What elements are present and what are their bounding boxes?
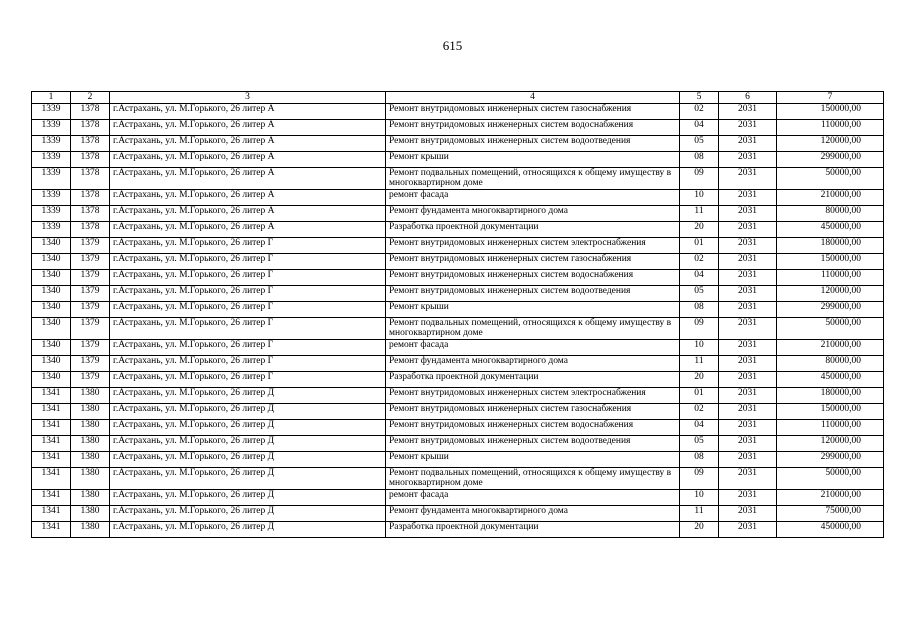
work-type-cell: Ремонт фундамента многоквартирного дома	[386, 205, 680, 221]
table-row	[32, 237, 884, 253]
work-code-cell: 01	[680, 387, 719, 403]
work-type-cell: Разработка проектной документации	[386, 221, 680, 237]
row-number-cell: 1340	[32, 269, 71, 285]
address-cell: г.Астрахань, ул. М.Горького, 26 литер Д	[110, 467, 386, 489]
cost-cell: 75000,00	[777, 505, 884, 521]
cost-cell: 50000,00	[777, 167, 884, 189]
year-cell: 2031	[719, 489, 777, 505]
work-code-cell: 11	[680, 355, 719, 371]
work-type-cell: Ремонт крыши	[386, 151, 680, 167]
work-type-cell: Ремонт внутридомовых инженерных систем водоснабжения	[386, 269, 680, 285]
row-number-cell: 1340	[32, 253, 71, 269]
address-cell: г.Астрахань, ул. М.Горького, 26 литер Г	[110, 371, 386, 387]
work-type-cell: ремонт фасада	[386, 489, 680, 505]
works-table	[31, 91, 884, 538]
cost-cell: 120000,00	[777, 285, 884, 301]
work-code-cell: 20	[680, 221, 719, 237]
work-type-cell: Разработка проектной документации	[386, 371, 680, 387]
work-type-cell: Ремонт внутридомовых инженерных систем газоснабжения	[386, 103, 680, 119]
address-cell: г.Астрахань, ул. М.Горького, 26 литер Д	[110, 403, 386, 419]
table-row	[32, 451, 884, 467]
object-number-cell: 1379	[71, 317, 110, 339]
address-cell: г.Астрахань, ул. М.Горького, 26 литер Д	[110, 505, 386, 521]
cost-cell: 210000,00	[777, 489, 884, 505]
cost-cell: 299000,00	[777, 301, 884, 317]
year-cell: 2031	[719, 371, 777, 387]
row-number-cell: 1339	[32, 151, 71, 167]
table-row	[32, 253, 884, 269]
column-header: 7	[777, 92, 884, 104]
cost-cell: 120000,00	[777, 135, 884, 151]
address-cell: г.Астрахань, ул. М.Горького, 26 литер А	[110, 221, 386, 237]
column-number-row	[32, 92, 884, 104]
year-cell: 2031	[719, 269, 777, 285]
year-cell: 2031	[719, 339, 777, 355]
table-row	[32, 189, 884, 205]
table-row	[32, 505, 884, 521]
address-cell: г.Астрахань, ул. М.Горького, 26 литер А	[110, 119, 386, 135]
row-number-cell: 1340	[32, 285, 71, 301]
object-number-cell: 1380	[71, 403, 110, 419]
address-cell: г.Астрахань, ул. М.Горького, 26 литер Г	[110, 285, 386, 301]
row-number-cell: 1341	[32, 451, 71, 467]
cost-cell: 80000,00	[777, 355, 884, 371]
cost-cell: 210000,00	[777, 189, 884, 205]
object-number-cell: 1380	[71, 489, 110, 505]
work-code-cell: 01	[680, 237, 719, 253]
object-number-cell: 1379	[71, 301, 110, 317]
work-code-cell: 11	[680, 205, 719, 221]
row-number-cell: 1341	[32, 403, 71, 419]
work-code-cell: 10	[680, 489, 719, 505]
work-type-cell: Ремонт внутридомовых инженерных систем водоснабжения	[386, 119, 680, 135]
object-number-cell: 1380	[71, 387, 110, 403]
table-row	[32, 301, 884, 317]
object-number-cell: 1379	[71, 355, 110, 371]
row-number-cell: 1339	[32, 189, 71, 205]
address-cell: г.Астрахань, ул. М.Горького, 26 литер Г	[110, 237, 386, 253]
table-row	[32, 387, 884, 403]
object-number-cell: 1378	[71, 119, 110, 135]
work-code-cell: 02	[680, 103, 719, 119]
address-cell: г.Астрахань, ул. М.Горького, 26 литер Г	[110, 253, 386, 269]
work-type-cell: Ремонт внутридомовых инженерных систем водоотведения	[386, 435, 680, 451]
object-number-cell: 1378	[71, 151, 110, 167]
object-number-cell: 1379	[71, 339, 110, 355]
row-number-cell: 1339	[32, 103, 71, 119]
cost-cell: 150000,00	[777, 253, 884, 269]
address-cell: г.Астрахань, ул. М.Горького, 26 литер Г	[110, 317, 386, 339]
cost-cell: 120000,00	[777, 435, 884, 451]
table-row	[32, 521, 884, 537]
address-cell: г.Астрахань, ул. М.Горького, 26 литер А	[110, 205, 386, 221]
row-number-cell: 1341	[32, 387, 71, 403]
cost-cell: 110000,00	[777, 269, 884, 285]
object-number-cell: 1379	[71, 237, 110, 253]
year-cell: 2031	[719, 387, 777, 403]
object-number-cell: 1379	[71, 253, 110, 269]
table-row	[32, 467, 884, 489]
work-type-cell: Ремонт фундамента многоквартирного дома	[386, 505, 680, 521]
table-row	[32, 371, 884, 387]
row-number-cell: 1340	[32, 355, 71, 371]
cost-cell: 150000,00	[777, 103, 884, 119]
object-number-cell: 1379	[71, 371, 110, 387]
year-cell: 2031	[719, 103, 777, 119]
cost-cell: 150000,00	[777, 403, 884, 419]
cost-cell: 299000,00	[777, 451, 884, 467]
table-row	[32, 205, 884, 221]
year-cell: 2031	[719, 237, 777, 253]
year-cell: 2031	[719, 435, 777, 451]
table-row	[32, 419, 884, 435]
row-number-cell: 1341	[32, 489, 71, 505]
row-number-cell: 1340	[32, 237, 71, 253]
row-number-cell: 1341	[32, 505, 71, 521]
column-header: 6	[719, 92, 777, 104]
work-code-cell: 02	[680, 403, 719, 419]
work-type-cell: Ремонт фундамента многоквартирного дома	[386, 355, 680, 371]
column-header: 1	[32, 92, 71, 104]
work-type-cell: Ремонт внутридомовых инженерных систем водоотведения	[386, 135, 680, 151]
work-type-cell: Ремонт крыши	[386, 301, 680, 317]
table-body	[32, 103, 884, 537]
object-number-cell: 1380	[71, 451, 110, 467]
cost-cell: 180000,00	[777, 237, 884, 253]
row-number-cell: 1341	[32, 435, 71, 451]
work-type-cell: Ремонт подвальных помещений, относящихся к общему имуществу в многоквартирном доме	[386, 467, 680, 489]
table-row	[32, 103, 884, 119]
work-type-cell: Ремонт внутридомовых инженерных систем электроснабжения	[386, 387, 680, 403]
page-number: 615	[442, 38, 463, 53]
table-row	[32, 355, 884, 371]
address-cell: г.Астрахань, ул. М.Горького, 26 литер Д	[110, 419, 386, 435]
work-code-cell: 05	[680, 135, 719, 151]
work-code-cell: 02	[680, 253, 719, 269]
work-code-cell: 04	[680, 119, 719, 135]
year-cell: 2031	[719, 451, 777, 467]
row-number-cell: 1340	[32, 301, 71, 317]
year-cell: 2031	[719, 151, 777, 167]
cost-cell: 299000,00	[777, 151, 884, 167]
work-type-cell: Ремонт внутридомовых инженерных систем электроснабжения	[386, 237, 680, 253]
table-row	[32, 403, 884, 419]
row-number-cell: 1339	[32, 167, 71, 189]
column-header: 5	[680, 92, 719, 104]
year-cell: 2031	[719, 253, 777, 269]
cost-cell: 210000,00	[777, 339, 884, 355]
row-number-cell: 1340	[32, 317, 71, 339]
object-number-cell: 1380	[71, 521, 110, 537]
work-code-cell: 10	[680, 189, 719, 205]
cost-cell: 50000,00	[777, 467, 884, 489]
address-cell: г.Астрахань, ул. М.Горького, 26 литер А	[110, 135, 386, 151]
work-type-cell: Ремонт внутридомовых инженерных систем газоснабжения	[386, 253, 680, 269]
address-cell: г.Астрахань, ул. М.Горького, 26 литер Д	[110, 387, 386, 403]
address-cell: г.Астрахань, ул. М.Горького, 26 литер Д	[110, 489, 386, 505]
work-code-cell: 11	[680, 505, 719, 521]
table-row	[32, 151, 884, 167]
object-number-cell: 1379	[71, 269, 110, 285]
row-number-cell: 1339	[32, 221, 71, 237]
address-cell: г.Астрахань, ул. М.Горького, 26 литер Г	[110, 269, 386, 285]
work-code-cell: 04	[680, 269, 719, 285]
year-cell: 2031	[719, 317, 777, 339]
cost-cell: 50000,00	[777, 317, 884, 339]
table-header	[32, 92, 884, 104]
object-number-cell: 1378	[71, 189, 110, 205]
work-type-cell: Ремонт внутридомовых инженерных систем водоотведения	[386, 285, 680, 301]
year-cell: 2031	[719, 521, 777, 537]
address-cell: г.Астрахань, ул. М.Горького, 26 литер А	[110, 189, 386, 205]
object-number-cell: 1380	[71, 435, 110, 451]
address-cell: г.Астрахань, ул. М.Горького, 26 литер Г	[110, 339, 386, 355]
work-type-cell: Ремонт внутридомовых инженерных систем водоснабжения	[386, 419, 680, 435]
table-row	[32, 221, 884, 237]
row-number-cell: 1340	[32, 339, 71, 355]
work-code-cell: 10	[680, 339, 719, 355]
year-cell: 2031	[719, 301, 777, 317]
cost-cell: 110000,00	[777, 419, 884, 435]
work-code-cell: 08	[680, 451, 719, 467]
table-row	[32, 167, 884, 189]
table-row	[32, 285, 884, 301]
object-number-cell: 1379	[71, 285, 110, 301]
column-header: 4	[386, 92, 680, 104]
object-number-cell: 1378	[71, 103, 110, 119]
address-cell: г.Астрахань, ул. М.Горького, 26 литер Г	[110, 355, 386, 371]
column-header: 2	[71, 92, 110, 104]
work-type-cell: Ремонт внутридомовых инженерных систем газоснабжения	[386, 403, 680, 419]
year-cell: 2031	[719, 403, 777, 419]
work-code-cell: 09	[680, 317, 719, 339]
year-cell: 2031	[719, 355, 777, 371]
work-code-cell: 09	[680, 467, 719, 489]
row-number-cell: 1339	[32, 135, 71, 151]
table-row	[32, 489, 884, 505]
year-cell: 2031	[719, 119, 777, 135]
year-cell: 2031	[719, 167, 777, 189]
work-type-cell: Ремонт подвальных помещений, относящихся к общему имуществу в многоквартирном доме	[386, 167, 680, 189]
year-cell: 2031	[719, 205, 777, 221]
object-number-cell: 1380	[71, 505, 110, 521]
object-number-cell: 1380	[71, 419, 110, 435]
work-type-cell: Ремонт подвальных помещений, относящихся к общему имуществу в многоквартирном доме	[386, 317, 680, 339]
table-row	[32, 339, 884, 355]
year-cell: 2031	[719, 419, 777, 435]
address-cell: г.Астрахань, ул. М.Горького, 26 литер Г	[110, 301, 386, 317]
year-cell: 2031	[719, 285, 777, 301]
object-number-cell: 1380	[71, 467, 110, 489]
work-type-cell: Разработка проектной документации	[386, 521, 680, 537]
address-cell: г.Астрахань, ул. М.Горького, 26 литер А	[110, 167, 386, 189]
cost-cell: 450000,00	[777, 371, 884, 387]
cost-cell: 80000,00	[777, 205, 884, 221]
work-code-cell: 20	[680, 371, 719, 387]
work-code-cell: 05	[680, 285, 719, 301]
year-cell: 2031	[719, 467, 777, 489]
object-number-cell: 1378	[71, 221, 110, 237]
column-header: 3	[110, 92, 386, 104]
work-code-cell: 08	[680, 301, 719, 317]
cost-cell: 450000,00	[777, 521, 884, 537]
row-number-cell: 1341	[32, 521, 71, 537]
address-cell: г.Астрахань, ул. М.Горького, 26 литер Д	[110, 521, 386, 537]
year-cell: 2031	[719, 135, 777, 151]
row-number-cell: 1340	[32, 371, 71, 387]
work-type-cell: ремонт фасада	[386, 189, 680, 205]
address-cell: г.Астрахань, ул. М.Горького, 26 литер Д	[110, 451, 386, 467]
address-cell: г.Астрахань, ул. М.Горького, 26 литер А	[110, 151, 386, 167]
row-number-cell: 1341	[32, 467, 71, 489]
work-code-cell: 04	[680, 419, 719, 435]
address-cell: г.Астрахань, ул. М.Горького, 26 литер Д	[110, 435, 386, 451]
row-number-cell: 1341	[32, 419, 71, 435]
work-code-cell: 08	[680, 151, 719, 167]
row-number-cell: 1339	[32, 205, 71, 221]
work-code-cell: 20	[680, 521, 719, 537]
object-number-cell: 1378	[71, 205, 110, 221]
work-type-cell: ремонт фасада	[386, 339, 680, 355]
work-code-cell: 05	[680, 435, 719, 451]
year-cell: 2031	[719, 189, 777, 205]
object-number-cell: 1378	[71, 167, 110, 189]
cost-cell: 450000,00	[777, 221, 884, 237]
table-row	[32, 269, 884, 285]
year-cell: 2031	[719, 505, 777, 521]
table-row	[32, 135, 884, 151]
year-cell: 2031	[719, 221, 777, 237]
work-code-cell: 09	[680, 167, 719, 189]
row-number-cell: 1339	[32, 119, 71, 135]
work-type-cell: Ремонт крыши	[386, 451, 680, 467]
table-row	[32, 317, 884, 339]
table-row	[32, 435, 884, 451]
address-cell: г.Астрахань, ул. М.Горького, 26 литер А	[110, 103, 386, 119]
cost-cell: 110000,00	[777, 119, 884, 135]
object-number-cell: 1378	[71, 135, 110, 151]
table-row	[32, 119, 884, 135]
cost-cell: 180000,00	[777, 387, 884, 403]
